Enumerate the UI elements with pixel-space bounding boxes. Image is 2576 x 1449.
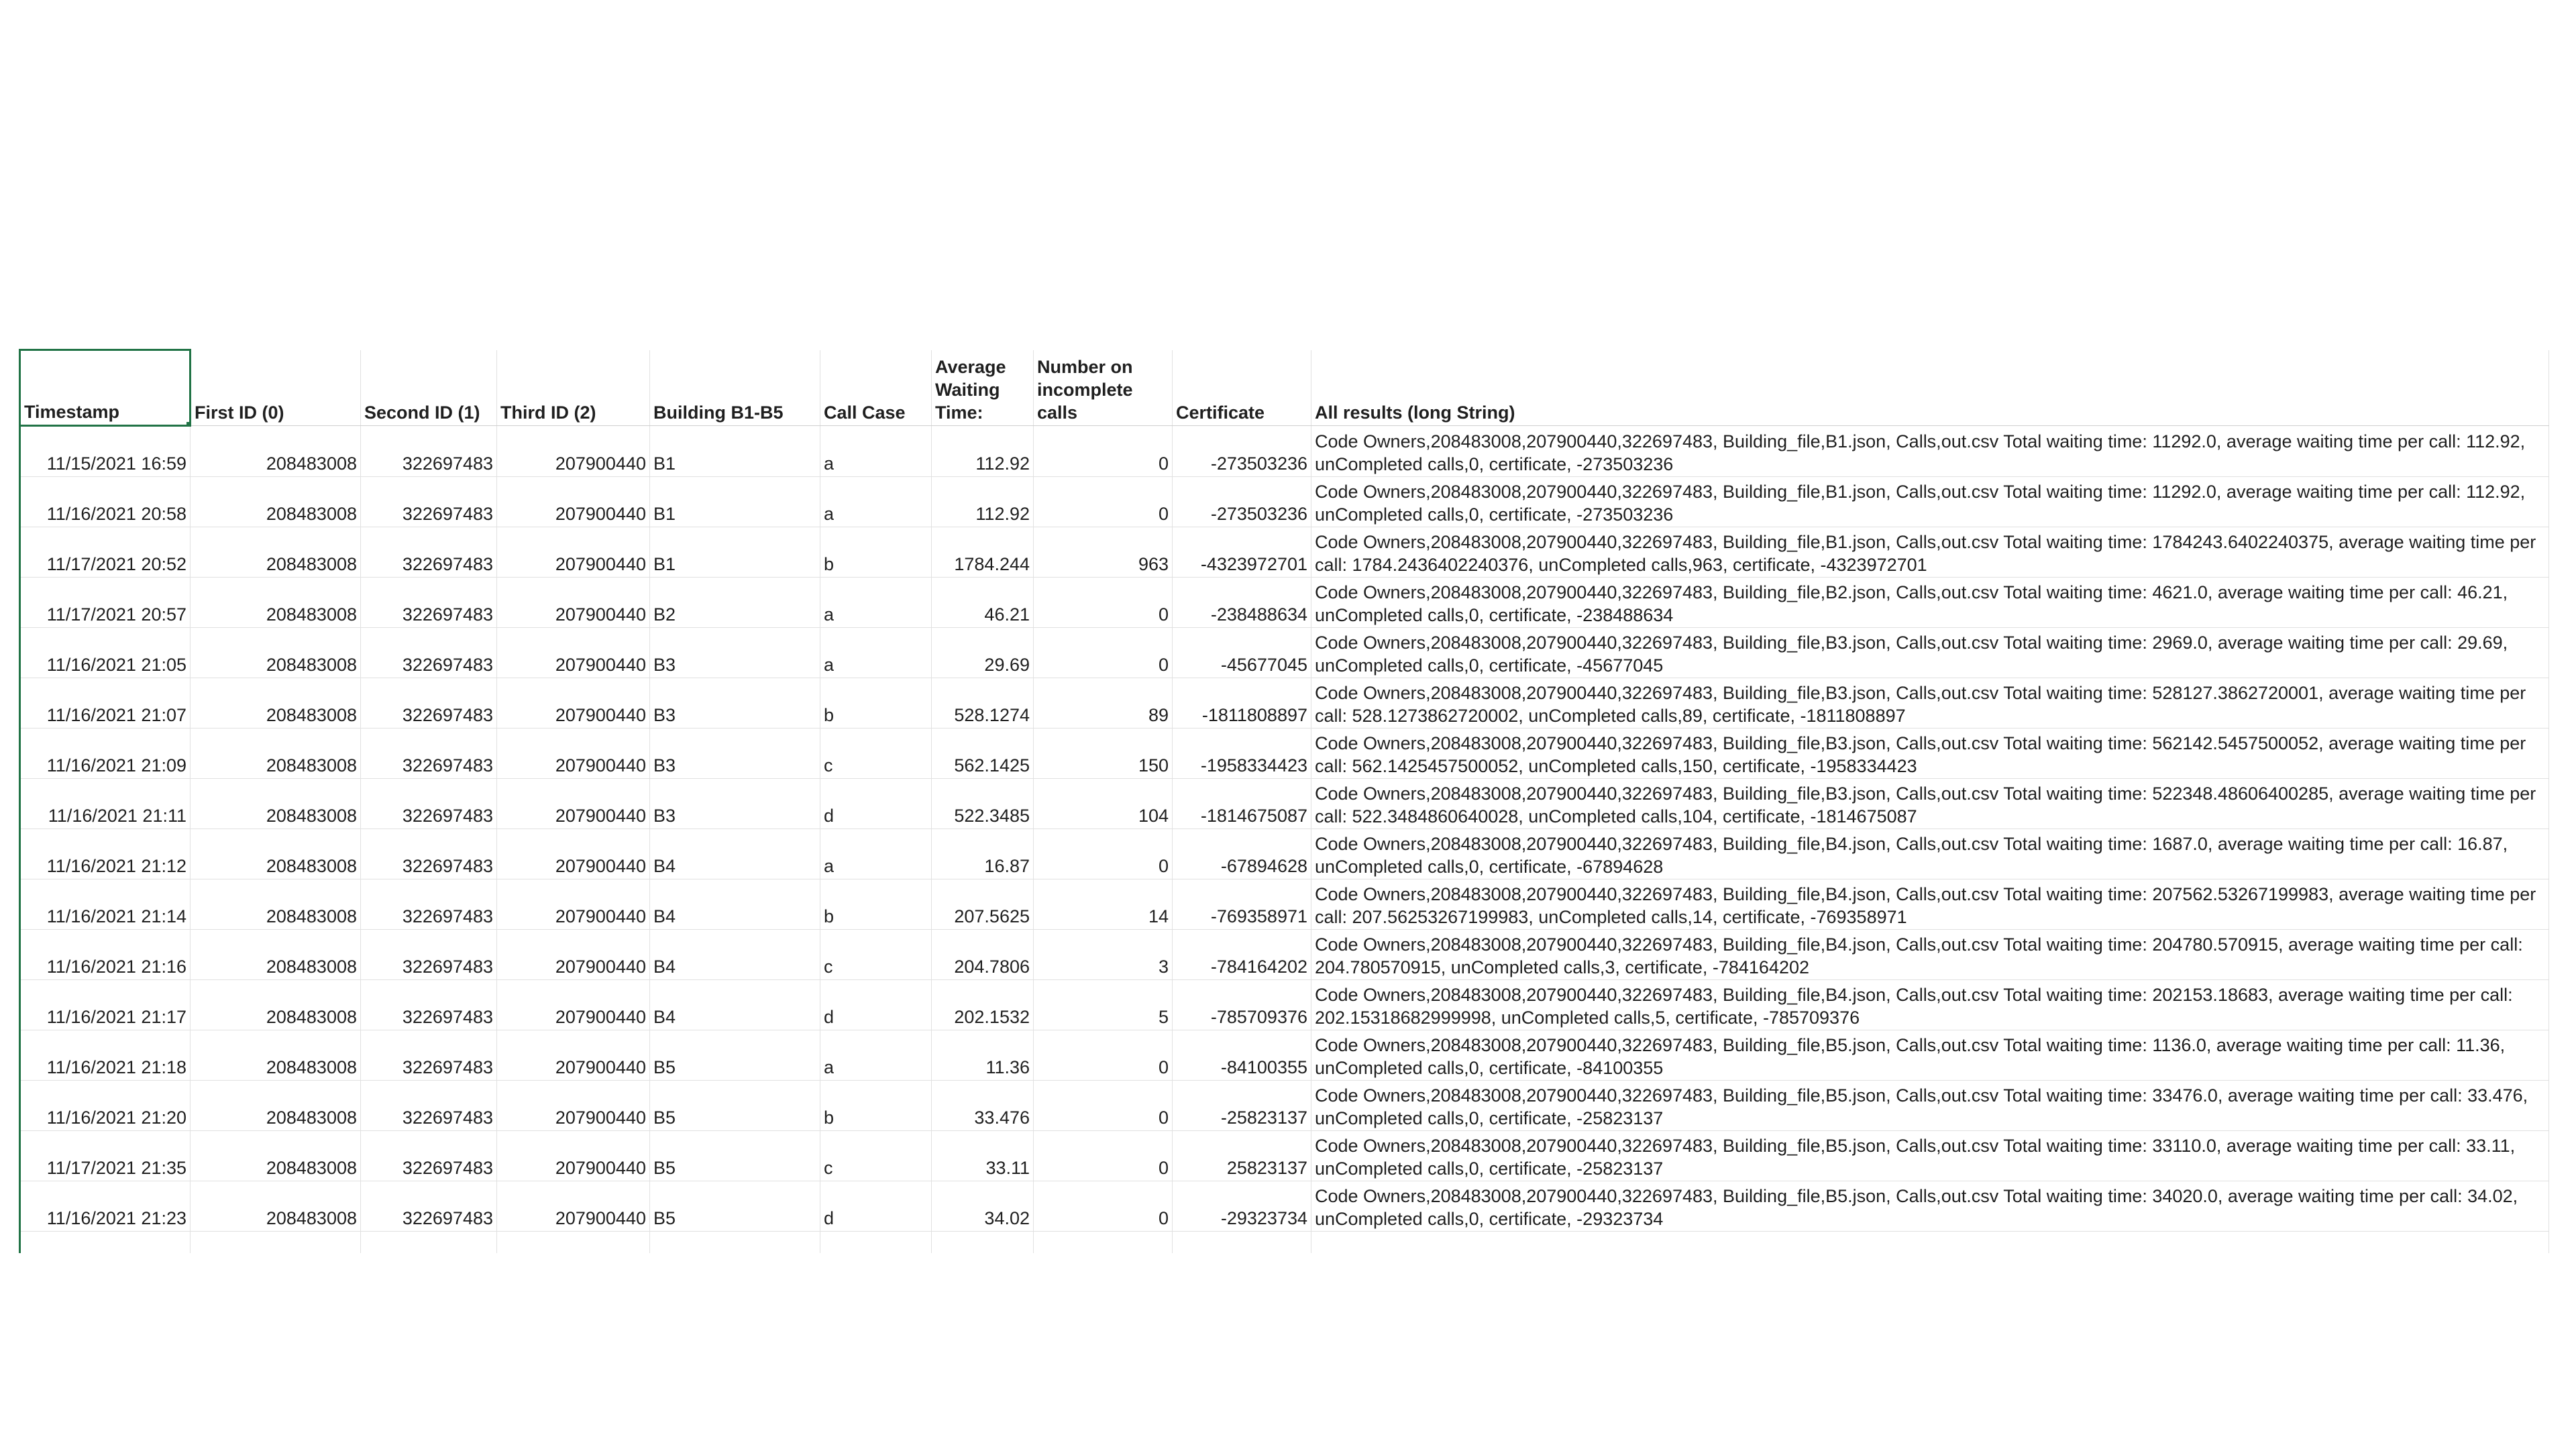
cell-building[interactable]: B1: [650, 477, 820, 527]
cell-incomplete-calls[interactable]: 0: [1034, 1030, 1173, 1081]
cell-all-results[interactable]: Code Owners,208483008,207900440,322697483, Building_file,B3.json, Calls,out.csv Total waiting time: 2969.0, average waiting time per call: 29.69, unCompleted calls,0, certificate, -45677045: [1311, 628, 2549, 678]
cell-third-id[interactable]: 207900440: [497, 1181, 650, 1232]
cell-all-results[interactable]: Code Owners,208483008,207900440,322697483, Building_file,B4.json, Calls,out.csv Total waiting time: 1687.0, average waiting time per call: 16.87, unCompleted calls,0, certificate, -67894628: [1311, 829, 2549, 879]
cell-all-results[interactable]: Code Owners,208483008,207900440,322697483, Building_file,B5.json, Calls,out.csv Total waiting time: 1136.0, average waiting time per call: 11.36, unCompleted calls,0, certificate, -84100355: [1311, 1030, 2549, 1081]
cell-third-id[interactable]: 207900440: [497, 779, 650, 829]
table-row: [20, 879, 2549, 930]
cell-first-id[interactable]: 208483008: [191, 477, 361, 527]
cell-second-id[interactable]: 322697483: [361, 426, 497, 477]
cell-average-waiting-time[interactable]: 34.02: [932, 1181, 1034, 1232]
cell-second-id[interactable]: 322697483: [361, 980, 497, 1030]
header-cell-second-id[interactable]: Second ID (1): [361, 350, 497, 426]
cell-second-id[interactable]: 322697483: [361, 729, 497, 779]
cell-average-waiting-time[interactable]: 1784.244: [932, 527, 1034, 578]
cell-timestamp[interactable]: 11/16/2021 21:17: [20, 980, 191, 1030]
cell-timestamp[interactable]: 11/16/2021 21:09: [20, 729, 191, 779]
cell-incomplete-calls[interactable]: 3: [1034, 930, 1173, 980]
cell-second-id[interactable]: 322697483: [361, 578, 497, 628]
cell-timestamp[interactable]: 11/17/2021 21:35: [20, 1131, 191, 1181]
cell-third-id[interactable]: 207900440: [497, 1030, 650, 1081]
cell-all-results[interactable]: Code Owners,208483008,207900440,322697483, Building_file,B1.json, Calls,out.csv Total waiting time: 1784243.6402240375, average waiting time per call: 1784.2436402240376, unCompleted calls,963, certificate, -4323972701: [1311, 527, 2549, 578]
cell-certificate[interactable]: -25823137: [1173, 1081, 1311, 1131]
table-row: [20, 829, 2549, 879]
cell-call-case[interactable]: a: [820, 578, 932, 628]
empty-cell[interactable]: [650, 1232, 820, 1254]
header-cell-average-waiting-time[interactable]: Average Waiting Time:: [932, 350, 1034, 426]
cell-average-waiting-time[interactable]: 11.36: [932, 1030, 1034, 1081]
cell-third-id[interactable]: 207900440: [497, 729, 650, 779]
cell-incomplete-calls[interactable]: 0: [1034, 477, 1173, 527]
cell-incomplete-calls[interactable]: 104: [1034, 779, 1173, 829]
cell-incomplete-calls[interactable]: 0: [1034, 1181, 1173, 1232]
table-row: [20, 578, 2549, 628]
cell-call-case[interactable]: d: [820, 779, 932, 829]
cell-third-id[interactable]: 207900440: [497, 980, 650, 1030]
cell-average-waiting-time[interactable]: 112.92: [932, 477, 1034, 527]
spreadsheet-table: [19, 349, 2549, 1253]
cell-timestamp[interactable]: 11/16/2021 21:11: [20, 779, 191, 829]
cell-all-results[interactable]: Code Owners,208483008,207900440,322697483, Building_file,B3.json, Calls,out.csv Total waiting time: 562142.5457500052, average waiting time per call: 562.1425457500052, unCompleted calls,150, certificate, -1958334423: [1311, 729, 2549, 779]
cell-first-id[interactable]: 208483008: [191, 1131, 361, 1181]
header-cell-timestamp[interactable]: Timestamp: [20, 350, 191, 426]
table-row: [20, 930, 2549, 980]
cell-all-results[interactable]: Code Owners,208483008,207900440,322697483, Building_file,B4.json, Calls,out.csv Total waiting time: 204780.570915, average waiting time per call: 204.780570915, unCompleted calls,3, certificate, -784164202: [1311, 930, 2549, 980]
cell-all-results[interactable]: Code Owners,208483008,207900440,322697483, Building_file,B4.json, Calls,out.csv Total waiting time: 202153.18683, average waiting time per call: 202.15318682999998, unCompleted calls,5, certificate, -785709376: [1311, 980, 2549, 1030]
table-row: [20, 1081, 2549, 1131]
cell-third-id[interactable]: 207900440: [497, 1131, 650, 1181]
cell-first-id[interactable]: 208483008: [191, 779, 361, 829]
cell-timestamp[interactable]: 11/17/2021 20:57: [20, 578, 191, 628]
empty-cell[interactable]: [1034, 1232, 1173, 1254]
cell-average-waiting-time[interactable]: 16.87: [932, 829, 1034, 879]
cell-building[interactable]: B1: [650, 527, 820, 578]
table-row: [20, 527, 2549, 578]
cell-certificate[interactable]: -84100355: [1173, 1030, 1311, 1081]
cell-second-id[interactable]: 322697483: [361, 628, 497, 678]
cell-third-id[interactable]: 207900440: [497, 477, 650, 527]
cell-certificate[interactable]: -273503236: [1173, 477, 1311, 527]
cell-call-case[interactable]: d: [820, 980, 932, 1030]
cell-certificate[interactable]: -4323972701: [1173, 527, 1311, 578]
table-row: [20, 729, 2549, 779]
cell-all-results[interactable]: Code Owners,208483008,207900440,322697483, Building_file,B3.json, Calls,out.csv Total waiting time: 522348.48606400285, average waiting time per call: 522.3484860640028, unCompleted calls,104, certificate, -1814675087: [1311, 779, 2549, 829]
cell-second-id[interactable]: 322697483: [361, 1131, 497, 1181]
cell-first-id[interactable]: 208483008: [191, 527, 361, 578]
cell-average-waiting-time[interactable]: 33.11: [932, 1131, 1034, 1181]
empty-cell[interactable]: [497, 1232, 650, 1254]
cell-incomplete-calls[interactable]: 0: [1034, 1081, 1173, 1131]
cell-incomplete-calls[interactable]: 963: [1034, 527, 1173, 578]
cell-average-waiting-time[interactable]: 528.1274: [932, 678, 1034, 729]
cell-first-id[interactable]: 208483008: [191, 980, 361, 1030]
cell-timestamp[interactable]: 11/17/2021 20:52: [20, 527, 191, 578]
cell-average-waiting-time[interactable]: 522.3485: [932, 779, 1034, 829]
cell-all-results[interactable]: Code Owners,208483008,207900440,322697483, Building_file,B5.json, Calls,out.csv Total waiting time: 33476.0, average waiting time per call: 33.476, unCompleted calls,0, certificate, -25823137: [1311, 1081, 2549, 1131]
cell-third-id[interactable]: 207900440: [497, 678, 650, 729]
cell-call-case[interactable]: a: [820, 628, 932, 678]
cell-building[interactable]: B1: [650, 426, 820, 477]
cell-certificate[interactable]: -29323734: [1173, 1181, 1311, 1232]
cell-first-id[interactable]: 208483008: [191, 1081, 361, 1131]
cell-all-results[interactable]: Code Owners,208483008,207900440,322697483, Building_file,B4.json, Calls,out.csv Total waiting time: 207562.53267199983, average waiting time per call: 207.56253267199983, unCompleted calls,14, certificate, -769358971: [1311, 879, 2549, 930]
table-row: [20, 477, 2549, 527]
cell-building[interactable]: B5: [650, 1181, 820, 1232]
cell-call-case[interactable]: b: [820, 1081, 932, 1131]
empty-cell[interactable]: [1311, 1232, 2549, 1254]
header-cell-building[interactable]: Building B1-B5: [650, 350, 820, 426]
cell-average-waiting-time[interactable]: 562.1425: [932, 729, 1034, 779]
cell-certificate[interactable]: -1811808897: [1173, 678, 1311, 729]
cell-first-id[interactable]: 208483008: [191, 829, 361, 879]
empty-cell[interactable]: [932, 1232, 1034, 1254]
table-row: [20, 980, 2549, 1030]
cell-second-id[interactable]: 322697483: [361, 1181, 497, 1232]
cell-first-id[interactable]: 208483008: [191, 879, 361, 930]
cell-building[interactable]: B5: [650, 1030, 820, 1081]
table-row: [20, 426, 2549, 477]
cell-certificate[interactable]: -785709376: [1173, 980, 1311, 1030]
cell-average-waiting-time[interactable]: 202.1532: [932, 980, 1034, 1030]
cell-certificate[interactable]: -784164202: [1173, 930, 1311, 980]
cell-third-id[interactable]: 207900440: [497, 426, 650, 477]
cell-certificate[interactable]: -273503236: [1173, 426, 1311, 477]
cell-second-id[interactable]: 322697483: [361, 779, 497, 829]
cell-certificate[interactable]: -238488634: [1173, 578, 1311, 628]
cell-second-id[interactable]: 322697483: [361, 879, 497, 930]
cell-building[interactable]: B4: [650, 980, 820, 1030]
cell-building[interactable]: B3: [650, 628, 820, 678]
cell-call-case[interactable]: b: [820, 879, 932, 930]
cell-call-case[interactable]: a: [820, 477, 932, 527]
header-cell-incomplete-calls[interactable]: Number on incomplete calls: [1034, 350, 1173, 426]
cell-certificate[interactable]: -769358971: [1173, 879, 1311, 930]
header-cell-call-case[interactable]: Call Case: [820, 350, 932, 426]
cell-third-id[interactable]: 207900440: [497, 628, 650, 678]
cell-call-case[interactable]: d: [820, 1181, 932, 1232]
cell-building[interactable]: B4: [650, 829, 820, 879]
cell-first-id[interactable]: 208483008: [191, 578, 361, 628]
cell-average-waiting-time[interactable]: 207.5625: [932, 879, 1034, 930]
empty-row: [20, 1232, 2549, 1254]
cell-certificate[interactable]: -45677045: [1173, 628, 1311, 678]
cell-second-id[interactable]: 322697483: [361, 477, 497, 527]
cell-third-id[interactable]: 207900440: [497, 527, 650, 578]
cell-third-id[interactable]: 207900440: [497, 829, 650, 879]
empty-cell[interactable]: [191, 1232, 361, 1254]
cell-call-case[interactable]: a: [820, 829, 932, 879]
cell-second-id[interactable]: 322697483: [361, 930, 497, 980]
cell-building[interactable]: B5: [650, 1081, 820, 1131]
cell-first-id[interactable]: 208483008: [191, 678, 361, 729]
cell-incomplete-calls[interactable]: 89: [1034, 678, 1173, 729]
cell-all-results[interactable]: Code Owners,208483008,207900440,322697483, Building_file,B3.json, Calls,out.csv Total waiting time: 528127.3862720001, average waiting time per call: 528.1273862720002, unCompleted calls,89, certificate, -1811808897: [1311, 678, 2549, 729]
header-cell-third-id[interactable]: Third ID (2): [497, 350, 650, 426]
table-row: [20, 1181, 2549, 1232]
cell-building[interactable]: B3: [650, 779, 820, 829]
cell-incomplete-calls[interactable]: 0: [1034, 628, 1173, 678]
cell-incomplete-calls[interactable]: 0: [1034, 1131, 1173, 1181]
cell-first-id[interactable]: 208483008: [191, 1030, 361, 1081]
cell-timestamp[interactable]: 11/16/2021 21:14: [20, 879, 191, 930]
table-row: [20, 678, 2549, 729]
empty-cell[interactable]: [1173, 1232, 1311, 1254]
empty-cell[interactable]: [820, 1232, 932, 1254]
cell-incomplete-calls[interactable]: 5: [1034, 980, 1173, 1030]
table-row: [20, 1030, 2549, 1081]
cell-certificate[interactable]: 25823137: [1173, 1131, 1311, 1181]
cell-average-waiting-time[interactable]: 29.69: [932, 628, 1034, 678]
cell-average-waiting-time[interactable]: 46.21: [932, 578, 1034, 628]
cell-certificate[interactable]: -1958334423: [1173, 729, 1311, 779]
cell-first-id[interactable]: 208483008: [191, 1181, 361, 1232]
empty-cell[interactable]: [20, 1232, 191, 1254]
cell-building[interactable]: B3: [650, 729, 820, 779]
cell-timestamp[interactable]: 11/15/2021 16:59: [20, 426, 191, 477]
header-cell-first-id[interactable]: First ID (0): [191, 350, 361, 426]
cell-all-results[interactable]: Code Owners,208483008,207900440,322697483, Building_file,B1.json, Calls,out.csv Total waiting time: 11292.0, average waiting time per call: 112.92, unCompleted calls,0, certificate, -273503236: [1311, 426, 2549, 477]
cell-timestamp[interactable]: 11/16/2021 20:58: [20, 477, 191, 527]
cell-incomplete-calls[interactable]: 150: [1034, 729, 1173, 779]
table-row: [20, 1131, 2549, 1181]
cell-building[interactable]: B3: [650, 678, 820, 729]
cell-average-waiting-time[interactable]: 33.476: [932, 1081, 1034, 1131]
cell-second-id[interactable]: 322697483: [361, 1030, 497, 1081]
cell-average-waiting-time[interactable]: 112.92: [932, 426, 1034, 477]
cell-first-id[interactable]: 208483008: [191, 426, 361, 477]
cell-first-id[interactable]: 208483008: [191, 930, 361, 980]
cell-building[interactable]: B4: [650, 930, 820, 980]
cell-certificate[interactable]: -1814675087: [1173, 779, 1311, 829]
cell-timestamp[interactable]: 11/16/2021 21:18: [20, 1030, 191, 1081]
table-body: [20, 426, 2549, 1254]
cell-third-id[interactable]: 207900440: [497, 578, 650, 628]
cell-timestamp[interactable]: 11/16/2021 21:07: [20, 678, 191, 729]
header-cell-certificate[interactable]: Certificate: [1173, 350, 1311, 426]
cell-building[interactable]: B2: [650, 578, 820, 628]
cell-timestamp[interactable]: 11/16/2021 21:12: [20, 829, 191, 879]
cell-all-results[interactable]: Code Owners,208483008,207900440,322697483, Building_file,B5.json, Calls,out.csv Total waiting time: 34020.0, average waiting time per call: 34.02, unCompleted calls,0, certificate, -29323734: [1311, 1181, 2549, 1232]
cell-call-case[interactable]: c: [820, 930, 932, 980]
cell-call-case[interactable]: b: [820, 527, 932, 578]
cell-first-id[interactable]: 208483008: [191, 729, 361, 779]
cell-second-id[interactable]: 322697483: [361, 527, 497, 578]
cell-building[interactable]: B5: [650, 1131, 820, 1181]
cell-third-id[interactable]: 207900440: [497, 1081, 650, 1131]
cell-average-waiting-time[interactable]: 204.7806: [932, 930, 1034, 980]
cell-building[interactable]: B4: [650, 879, 820, 930]
cell-timestamp[interactable]: 11/16/2021 21:05: [20, 628, 191, 678]
header-row: [20, 350, 2549, 426]
cell-call-case[interactable]: a: [820, 426, 932, 477]
header-cell-all-results[interactable]: All results (long String): [1311, 350, 2549, 426]
cell-second-id[interactable]: 322697483: [361, 678, 497, 729]
cell-timestamp[interactable]: 11/16/2021 21:16: [20, 930, 191, 980]
cell-second-id[interactable]: 322697483: [361, 1081, 497, 1131]
cell-call-case[interactable]: c: [820, 729, 932, 779]
cell-incomplete-calls[interactable]: 0: [1034, 578, 1173, 628]
cell-timestamp[interactable]: 11/16/2021 21:23: [20, 1181, 191, 1232]
cell-all-results[interactable]: Code Owners,208483008,207900440,322697483, Building_file,B1.json, Calls,out.csv Total waiting time: 11292.0, average waiting time per call: 112.92, unCompleted calls,0, certificate, -273503236: [1311, 477, 2549, 527]
cell-all-results[interactable]: Code Owners,208483008,207900440,322697483, Building_file,B5.json, Calls,out.csv Total waiting time: 33110.0, average waiting time per call: 33.11, unCompleted calls,0, certificate, -25823137: [1311, 1131, 2549, 1181]
table-row: [20, 628, 2549, 678]
cell-certificate[interactable]: -67894628: [1173, 829, 1311, 879]
empty-cell[interactable]: [361, 1232, 497, 1254]
cell-incomplete-calls[interactable]: 0: [1034, 426, 1173, 477]
table-row: [20, 779, 2549, 829]
cell-third-id[interactable]: 207900440: [497, 930, 650, 980]
cell-call-case[interactable]: b: [820, 678, 932, 729]
cell-call-case[interactable]: a: [820, 1030, 932, 1081]
cell-incomplete-calls[interactable]: 0: [1034, 829, 1173, 879]
cell-call-case[interactable]: c: [820, 1131, 932, 1181]
cell-second-id[interactable]: 322697483: [361, 829, 497, 879]
cell-first-id[interactable]: 208483008: [191, 628, 361, 678]
cell-timestamp[interactable]: 11/16/2021 21:20: [20, 1081, 191, 1131]
cell-incomplete-calls[interactable]: 14: [1034, 879, 1173, 930]
cell-all-results[interactable]: Code Owners,208483008,207900440,322697483, Building_file,B2.json, Calls,out.csv Total waiting time: 4621.0, average waiting time per call: 46.21, unCompleted calls,0, certificate, -238488634: [1311, 578, 2549, 628]
cell-third-id[interactable]: 207900440: [497, 879, 650, 930]
